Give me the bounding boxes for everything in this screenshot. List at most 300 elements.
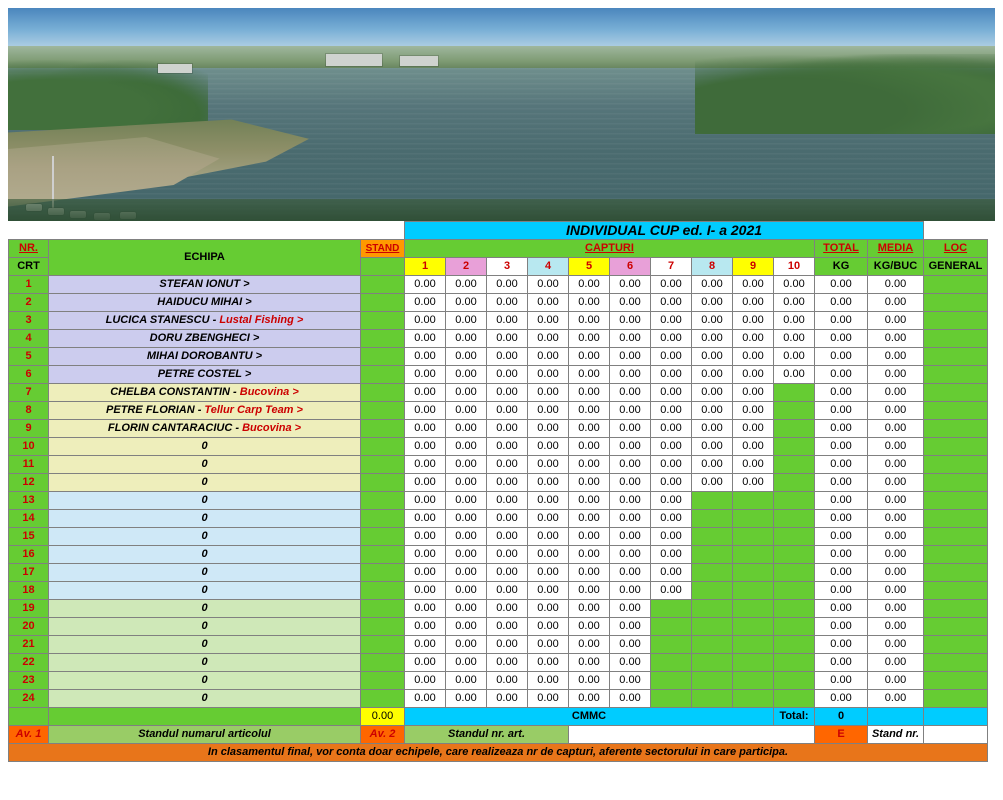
catch-cell[interactable]: 0.00 — [692, 474, 733, 492]
catch-cell[interactable]: 0.00 — [528, 348, 569, 366]
table-row — [9, 456, 988, 474]
catch-cell[interactable]: 0.00 — [446, 438, 487, 456]
catch-cell[interactable]: 0.00 — [446, 312, 487, 330]
row-number: 3 — [9, 312, 49, 330]
catch-cell[interactable]: 0.00 — [651, 330, 692, 348]
stand-cell[interactable] — [361, 636, 405, 654]
catch-cell[interactable]: 0.00 — [446, 600, 487, 618]
table-row — [9, 564, 988, 582]
catch-cell[interactable]: 0.00 — [528, 528, 569, 546]
competitor-name[interactable] — [49, 474, 361, 492]
catch-cell[interactable]: 0.00 — [651, 510, 692, 528]
catch-cell[interactable]: 0.00 — [446, 510, 487, 528]
catch-cell[interactable]: 0.00 — [774, 348, 815, 366]
header-catch-4: 4 — [528, 258, 569, 276]
catch-cell[interactable]: 0.00 — [487, 492, 528, 510]
catch-cell[interactable]: 0.00 — [528, 618, 569, 636]
competitor-name[interactable] — [49, 654, 361, 672]
row-loc — [924, 474, 988, 492]
catch-cell[interactable]: 0.00 — [405, 420, 446, 438]
catch-cell[interactable]: 0.00 — [692, 420, 733, 438]
summary-blank-nr — [9, 708, 49, 726]
catch-cell[interactable]: 0.00 — [405, 636, 446, 654]
competitor-name-text: MIHAI DOROBANTU > — [146, 350, 263, 362]
catch-cell[interactable]: 0.00 — [651, 474, 692, 492]
catch-cell[interactable]: 0.00 — [528, 420, 569, 438]
stand-cell[interactable] — [361, 654, 405, 672]
catch-cell[interactable]: 0.00 — [487, 546, 528, 564]
catch-cell[interactable]: 0.00 — [651, 456, 692, 474]
competitor-name[interactable] — [49, 420, 361, 438]
catch-cell-empty — [733, 528, 774, 546]
catch-cell[interactable]: 0.00 — [610, 402, 651, 420]
summary-blank-echipa — [49, 708, 361, 726]
catch-cell[interactable]: 0.00 — [733, 474, 774, 492]
catch-cell[interactable]: 0.00 — [446, 330, 487, 348]
stand-cell[interactable] — [361, 690, 405, 708]
catch-cell[interactable]: 0.00 — [405, 312, 446, 330]
row-number: 7 — [9, 384, 49, 402]
catch-cell[interactable]: 0.00 — [405, 348, 446, 366]
competitor-name-text: 0 — [201, 494, 208, 506]
catch-cell[interactable]: 0.00 — [692, 312, 733, 330]
stand-cell[interactable] — [361, 438, 405, 456]
competitor-name[interactable] — [49, 510, 361, 528]
catch-cell[interactable]: 0.00 — [446, 348, 487, 366]
catch-cell[interactable]: 0.00 — [569, 546, 610, 564]
stand-cell[interactable] — [361, 348, 405, 366]
catch-cell[interactable]: 0.00 — [610, 618, 651, 636]
stand-cell[interactable] — [361, 330, 405, 348]
catch-cell[interactable]: 0.00 — [528, 564, 569, 582]
catch-cell[interactable]: 0.00 — [405, 672, 446, 690]
catch-cell[interactable]: 0.00 — [610, 510, 651, 528]
catch-cell[interactable]: 0.00 — [487, 528, 528, 546]
catch-cell[interactable]: 0.00 — [651, 348, 692, 366]
stand-cell[interactable] — [361, 366, 405, 384]
catch-cell[interactable]: 0.00 — [405, 582, 446, 600]
stand-cell[interactable] — [361, 564, 405, 582]
catch-cell[interactable]: 0.00 — [446, 384, 487, 402]
catch-cell[interactable]: 0.00 — [569, 564, 610, 582]
catch-cell[interactable]: 0.00 — [692, 294, 733, 312]
catch-cell[interactable]: 0.00 — [569, 690, 610, 708]
catch-cell[interactable]: 0.00 — [528, 690, 569, 708]
competitor-name[interactable] — [49, 600, 361, 618]
competitor-name[interactable] — [49, 528, 361, 546]
catch-cell[interactable]: 0.00 — [487, 672, 528, 690]
stand-cell[interactable] — [361, 474, 405, 492]
header-catch-6: 6 — [610, 258, 651, 276]
catch-cell[interactable]: 0.00 — [610, 672, 651, 690]
catch-cell[interactable]: 0.00 — [487, 636, 528, 654]
catch-cell[interactable]: 0.00 — [651, 312, 692, 330]
catch-cell-empty — [651, 672, 692, 690]
catch-cell[interactable]: 0.00 — [487, 510, 528, 528]
catch-cell[interactable]: 0.00 — [487, 654, 528, 672]
table-row — [9, 294, 988, 312]
catch-cell[interactable]: 0.00 — [487, 402, 528, 420]
competitor-club-text: Lustal Fishing > — [219, 314, 304, 326]
catch-cell[interactable]: 0.00 — [528, 492, 569, 510]
catch-cell[interactable]: 0.00 — [692, 438, 733, 456]
catch-cell[interactable]: 0.00 — [569, 582, 610, 600]
catch-cell[interactable]: 0.00 — [528, 312, 569, 330]
catch-cell-empty — [692, 672, 733, 690]
catch-cell[interactable]: 0.00 — [651, 366, 692, 384]
catch-cell[interactable]: 0.00 — [528, 654, 569, 672]
catch-cell[interactable]: 0.00 — [733, 348, 774, 366]
catch-cell[interactable]: 0.00 — [405, 330, 446, 348]
competitor-name-text: 0 — [201, 674, 208, 686]
catch-cell[interactable]: 0.00 — [610, 654, 651, 672]
catch-cell[interactable]: 0.00 — [487, 438, 528, 456]
catch-cell[interactable]: 0.00 — [405, 618, 446, 636]
catch-cell[interactable]: 0.00 — [405, 528, 446, 546]
row-loc — [924, 366, 988, 384]
catch-cell[interactable]: 0.00 — [446, 690, 487, 708]
stand-cell[interactable] — [361, 492, 405, 510]
row-total: 0.00 — [815, 276, 868, 294]
catch-cell[interactable]: 0.00 — [569, 384, 610, 402]
competitor-name[interactable] — [49, 456, 361, 474]
stand-cell[interactable] — [361, 546, 405, 564]
catch-cell[interactable]: 0.00 — [405, 690, 446, 708]
footer-row — [9, 744, 988, 762]
catch-cell[interactable]: 0.00 — [610, 564, 651, 582]
competitor-name[interactable] — [49, 438, 361, 456]
catch-cell[interactable]: 0.00 — [446, 582, 487, 600]
competitor-name[interactable] — [49, 384, 361, 402]
stand-cell[interactable] — [361, 402, 405, 420]
catch-cell[interactable]: 0.00 — [446, 294, 487, 312]
stand-cell[interactable] — [361, 312, 405, 330]
row-number: 18 — [9, 582, 49, 600]
catch-cell[interactable]: 0.00 — [528, 330, 569, 348]
catch-cell[interactable]: 0.00 — [569, 474, 610, 492]
competitor-name-text: DORU ZBENGHECI > — [149, 332, 260, 344]
catch-cell[interactable]: 0.00 — [405, 402, 446, 420]
catch-cell[interactable]: 0.00 — [610, 420, 651, 438]
catch-cell[interactable]: 0.00 — [610, 474, 651, 492]
catch-cell[interactable]: 0.00 — [528, 672, 569, 690]
catch-cell[interactable]: 0.00 — [528, 546, 569, 564]
catch-cell[interactable]: 0.00 — [610, 366, 651, 384]
catch-cell[interactable]: 0.00 — [733, 366, 774, 384]
catch-cell[interactable]: 0.00 — [651, 420, 692, 438]
stand-cell[interactable] — [361, 672, 405, 690]
catch-cell[interactable]: 0.00 — [405, 438, 446, 456]
catch-cell[interactable]: 0.00 — [774, 294, 815, 312]
catch-cell[interactable]: 0.00 — [733, 438, 774, 456]
catch-cell-empty — [774, 528, 815, 546]
catch-cell[interactable]: 0.00 — [610, 492, 651, 510]
competitor-name[interactable] — [49, 690, 361, 708]
catch-cell[interactable]: 0.00 — [487, 564, 528, 582]
catch-cell[interactable]: 0.00 — [651, 276, 692, 294]
row-total: 0.00 — [815, 456, 868, 474]
catch-cell-empty — [733, 492, 774, 510]
catch-cell[interactable]: 0.00 — [569, 528, 610, 546]
catch-cell[interactable]: 0.00 — [651, 564, 692, 582]
catch-cell[interactable]: 0.00 — [733, 456, 774, 474]
catch-cell[interactable]: 0.00 — [692, 276, 733, 294]
catch-cell[interactable]: 0.00 — [487, 420, 528, 438]
stand-cell[interactable] — [361, 456, 405, 474]
competitor-name[interactable] — [49, 672, 361, 690]
catch-cell[interactable]: 0.00 — [446, 474, 487, 492]
competitor-name[interactable] — [49, 618, 361, 636]
catch-cell[interactable]: 0.00 — [528, 600, 569, 618]
catch-cell[interactable]: 0.00 — [569, 348, 610, 366]
catch-cell[interactable]: 0.00 — [528, 384, 569, 402]
catch-cell[interactable]: 0.00 — [651, 546, 692, 564]
catch-cell[interactable]: 0.00 — [487, 384, 528, 402]
catch-cell[interactable]: 0.00 — [405, 546, 446, 564]
competitor-name[interactable] — [49, 636, 361, 654]
row-number: 9 — [9, 420, 49, 438]
row-total: 0.00 — [815, 582, 868, 600]
catch-cell[interactable]: 0.00 — [610, 330, 651, 348]
catch-cell[interactable]: 0.00 — [446, 564, 487, 582]
header-catch-10: 10 — [774, 258, 815, 276]
stand-cell[interactable] — [361, 276, 405, 294]
row-number: 21 — [9, 636, 49, 654]
catch-cell-empty — [774, 384, 815, 402]
catch-cell[interactable]: 0.00 — [528, 366, 569, 384]
stand-cell[interactable] — [361, 420, 405, 438]
catch-cell[interactable]: 0.00 — [446, 636, 487, 654]
catch-cell[interactable]: 0.00 — [610, 582, 651, 600]
catch-cell[interactable]: 0.00 — [569, 312, 610, 330]
stand-cell[interactable] — [361, 510, 405, 528]
catch-cell[interactable]: 0.00 — [569, 672, 610, 690]
catch-cell[interactable]: 0.00 — [569, 420, 610, 438]
catch-cell[interactable]: 0.00 — [405, 276, 446, 294]
catch-cell[interactable]: 0.00 — [774, 330, 815, 348]
catch-cell[interactable]: 0.00 — [569, 294, 610, 312]
catch-cell[interactable]: 0.00 — [651, 438, 692, 456]
catch-cell[interactable]: 0.00 — [487, 330, 528, 348]
catch-cell[interactable]: 0.00 — [610, 690, 651, 708]
catch-cell-empty — [692, 510, 733, 528]
catch-cell[interactable]: 0.00 — [405, 510, 446, 528]
header-stand: STAND — [361, 240, 405, 258]
competitor-name[interactable] — [49, 330, 361, 348]
competitor-name[interactable] — [49, 294, 361, 312]
catch-cell[interactable]: 0.00 — [528, 456, 569, 474]
catch-cell[interactable]: 0.00 — [610, 456, 651, 474]
catch-cell[interactable]: 0.00 — [446, 618, 487, 636]
row-media: 0.00 — [868, 348, 924, 366]
competitor-name[interactable] — [49, 582, 361, 600]
catch-cell[interactable]: 0.00 — [446, 672, 487, 690]
competitor-name[interactable] — [49, 312, 361, 330]
catch-cell[interactable]: 0.00 — [774, 312, 815, 330]
catch-cell[interactable]: 0.00 — [405, 366, 446, 384]
catch-cell[interactable]: 0.00 — [569, 492, 610, 510]
catch-cell[interactable]: 0.00 — [610, 348, 651, 366]
catch-cell[interactable]: 0.00 — [487, 348, 528, 366]
catch-cell[interactable]: 0.00 — [528, 474, 569, 492]
catch-cell[interactable]: 0.00 — [405, 474, 446, 492]
catch-cell[interactable]: 0.00 — [446, 654, 487, 672]
catch-cell[interactable]: 0.00 — [569, 366, 610, 384]
catch-cell[interactable]: 0.00 — [733, 402, 774, 420]
table-row — [9, 510, 988, 528]
table-row — [9, 600, 988, 618]
header-catch-2: 2 — [446, 258, 487, 276]
catch-cell[interactable]: 0.00 — [405, 564, 446, 582]
catch-cell[interactable]: 0.00 — [446, 528, 487, 546]
catch-cell[interactable]: 0.00 — [569, 276, 610, 294]
catch-cell-empty — [774, 564, 815, 582]
catch-cell[interactable]: 0.00 — [569, 654, 610, 672]
catch-cell[interactable]: 0.00 — [446, 276, 487, 294]
catch-cell[interactable]: 0.00 — [446, 546, 487, 564]
competitor-name[interactable] — [49, 546, 361, 564]
catch-cell[interactable]: 0.00 — [405, 294, 446, 312]
catch-cell[interactable]: 0.00 — [446, 420, 487, 438]
stand-cell[interactable] — [361, 618, 405, 636]
catch-cell[interactable]: 0.00 — [569, 438, 610, 456]
competitor-name[interactable] — [49, 492, 361, 510]
catch-cell[interactable]: 0.00 — [651, 402, 692, 420]
catch-cell[interactable]: 0.00 — [528, 294, 569, 312]
catch-cell[interactable]: 0.00 — [569, 618, 610, 636]
catch-cell[interactable]: 0.00 — [692, 402, 733, 420]
catch-cell[interactable]: 0.00 — [569, 600, 610, 618]
header-catch-7: 7 — [651, 258, 692, 276]
table-row — [9, 402, 988, 420]
competitor-name-text: 0 — [201, 458, 208, 470]
catch-cell[interactable]: 0.00 — [405, 654, 446, 672]
catch-cell[interactable]: 0.00 — [487, 276, 528, 294]
catch-cell[interactable]: 0.00 — [733, 384, 774, 402]
competitor-name-text: PETRE COSTEL > — [157, 368, 252, 380]
catch-cell[interactable]: 0.00 — [692, 384, 733, 402]
catch-cell[interactable]: 0.00 — [610, 528, 651, 546]
catch-cell[interactable]: 0.00 — [774, 366, 815, 384]
catch-cell[interactable]: 0.00 — [569, 402, 610, 420]
catch-cell[interactable]: 0.00 — [487, 456, 528, 474]
catch-cell[interactable]: 0.00 — [569, 510, 610, 528]
catch-cell[interactable]: 0.00 — [610, 600, 651, 618]
catch-cell[interactable]: 0.00 — [528, 438, 569, 456]
competitor-name[interactable] — [49, 348, 361, 366]
table-row — [9, 618, 988, 636]
catch-cell[interactable]: 0.00 — [774, 276, 815, 294]
catch-cell[interactable]: 0.00 — [610, 384, 651, 402]
catch-cell[interactable]: 0.00 — [487, 366, 528, 384]
summary-stand-sum: 0.00 — [361, 708, 405, 726]
stand-cell[interactable] — [361, 294, 405, 312]
catch-cell[interactable]: 0.00 — [528, 276, 569, 294]
catch-cell[interactable]: 0.00 — [487, 690, 528, 708]
stand-cell[interactable] — [361, 582, 405, 600]
catch-cell[interactable]: 0.00 — [528, 510, 569, 528]
catch-cell[interactable]: 0.00 — [733, 420, 774, 438]
catch-cell[interactable]: 0.00 — [610, 276, 651, 294]
catch-cell[interactable]: 0.00 — [487, 312, 528, 330]
catch-cell[interactable]: 0.00 — [487, 618, 528, 636]
catch-cell[interactable]: 0.00 — [610, 294, 651, 312]
row-loc — [924, 690, 988, 708]
catch-cell[interactable]: 0.00 — [610, 546, 651, 564]
catch-cell[interactable]: 0.00 — [651, 582, 692, 600]
catch-cell[interactable]: 0.00 — [487, 600, 528, 618]
competitor-name[interactable] — [49, 276, 361, 294]
catch-cell[interactable]: 0.00 — [528, 402, 569, 420]
catch-cell[interactable]: 0.00 — [487, 582, 528, 600]
catch-cell[interactable]: 0.00 — [487, 474, 528, 492]
header-kg: KG — [815, 258, 868, 276]
stand-cell[interactable] — [361, 600, 405, 618]
catch-cell[interactable]: 0.00 — [733, 312, 774, 330]
catch-cell[interactable]: 0.00 — [405, 492, 446, 510]
catch-cell[interactable]: 0.00 — [610, 312, 651, 330]
catch-cell[interactable]: 0.00 — [733, 276, 774, 294]
stand-cell[interactable] — [361, 528, 405, 546]
catch-cell[interactable]: 0.00 — [446, 456, 487, 474]
table-row — [9, 546, 988, 564]
catch-cell[interactable]: 0.00 — [528, 636, 569, 654]
catch-cell[interactable]: 0.00 — [446, 402, 487, 420]
catch-cell[interactable]: 0.00 — [446, 366, 487, 384]
row-loc — [924, 510, 988, 528]
catch-cell[interactable]: 0.00 — [651, 528, 692, 546]
catch-cell-empty — [651, 690, 692, 708]
header-nr: NR. — [9, 240, 49, 258]
row-total: 0.00 — [815, 672, 868, 690]
competitor-name-text: 0 — [201, 620, 208, 632]
catch-cell[interactable]: 0.00 — [405, 600, 446, 618]
catch-cell[interactable]: 0.00 — [651, 384, 692, 402]
results-table — [8, 221, 988, 762]
competitor-name[interactable] — [49, 564, 361, 582]
stand-cell[interactable] — [361, 384, 405, 402]
competitor-name[interactable] — [49, 402, 361, 420]
catch-cell[interactable]: 0.00 — [692, 366, 733, 384]
competitor-name[interactable] — [49, 366, 361, 384]
catch-cell[interactable]: 0.00 — [651, 294, 692, 312]
row-number: 23 — [9, 672, 49, 690]
catch-cell[interactable]: 0.00 — [446, 492, 487, 510]
catch-cell[interactable]: 0.00 — [692, 330, 733, 348]
catch-cell[interactable]: 0.00 — [733, 294, 774, 312]
catch-cell[interactable]: 0.00 — [651, 492, 692, 510]
catch-cell[interactable]: 0.00 — [487, 294, 528, 312]
catch-cell[interactable]: 0.00 — [733, 330, 774, 348]
catch-cell[interactable]: 0.00 — [610, 438, 651, 456]
row-number: 24 — [9, 690, 49, 708]
catch-cell[interactable]: 0.00 — [569, 330, 610, 348]
catch-cell[interactable]: 0.00 — [610, 636, 651, 654]
catch-cell[interactable]: 0.00 — [692, 456, 733, 474]
catch-cell-empty — [692, 564, 733, 582]
row-loc — [924, 582, 988, 600]
catch-cell[interactable]: 0.00 — [405, 456, 446, 474]
foreground-vegetation — [8, 199, 995, 221]
row-number: 20 — [9, 618, 49, 636]
header-kgbuc: KG/BUC — [868, 258, 924, 276]
catch-cell[interactable]: 0.00 — [569, 456, 610, 474]
catch-cell[interactable]: 0.00 — [405, 384, 446, 402]
catch-cell[interactable]: 0.00 — [528, 582, 569, 600]
catch-cell-empty — [733, 618, 774, 636]
catch-cell[interactable]: 0.00 — [569, 636, 610, 654]
catch-cell[interactable]: 0.00 — [692, 348, 733, 366]
